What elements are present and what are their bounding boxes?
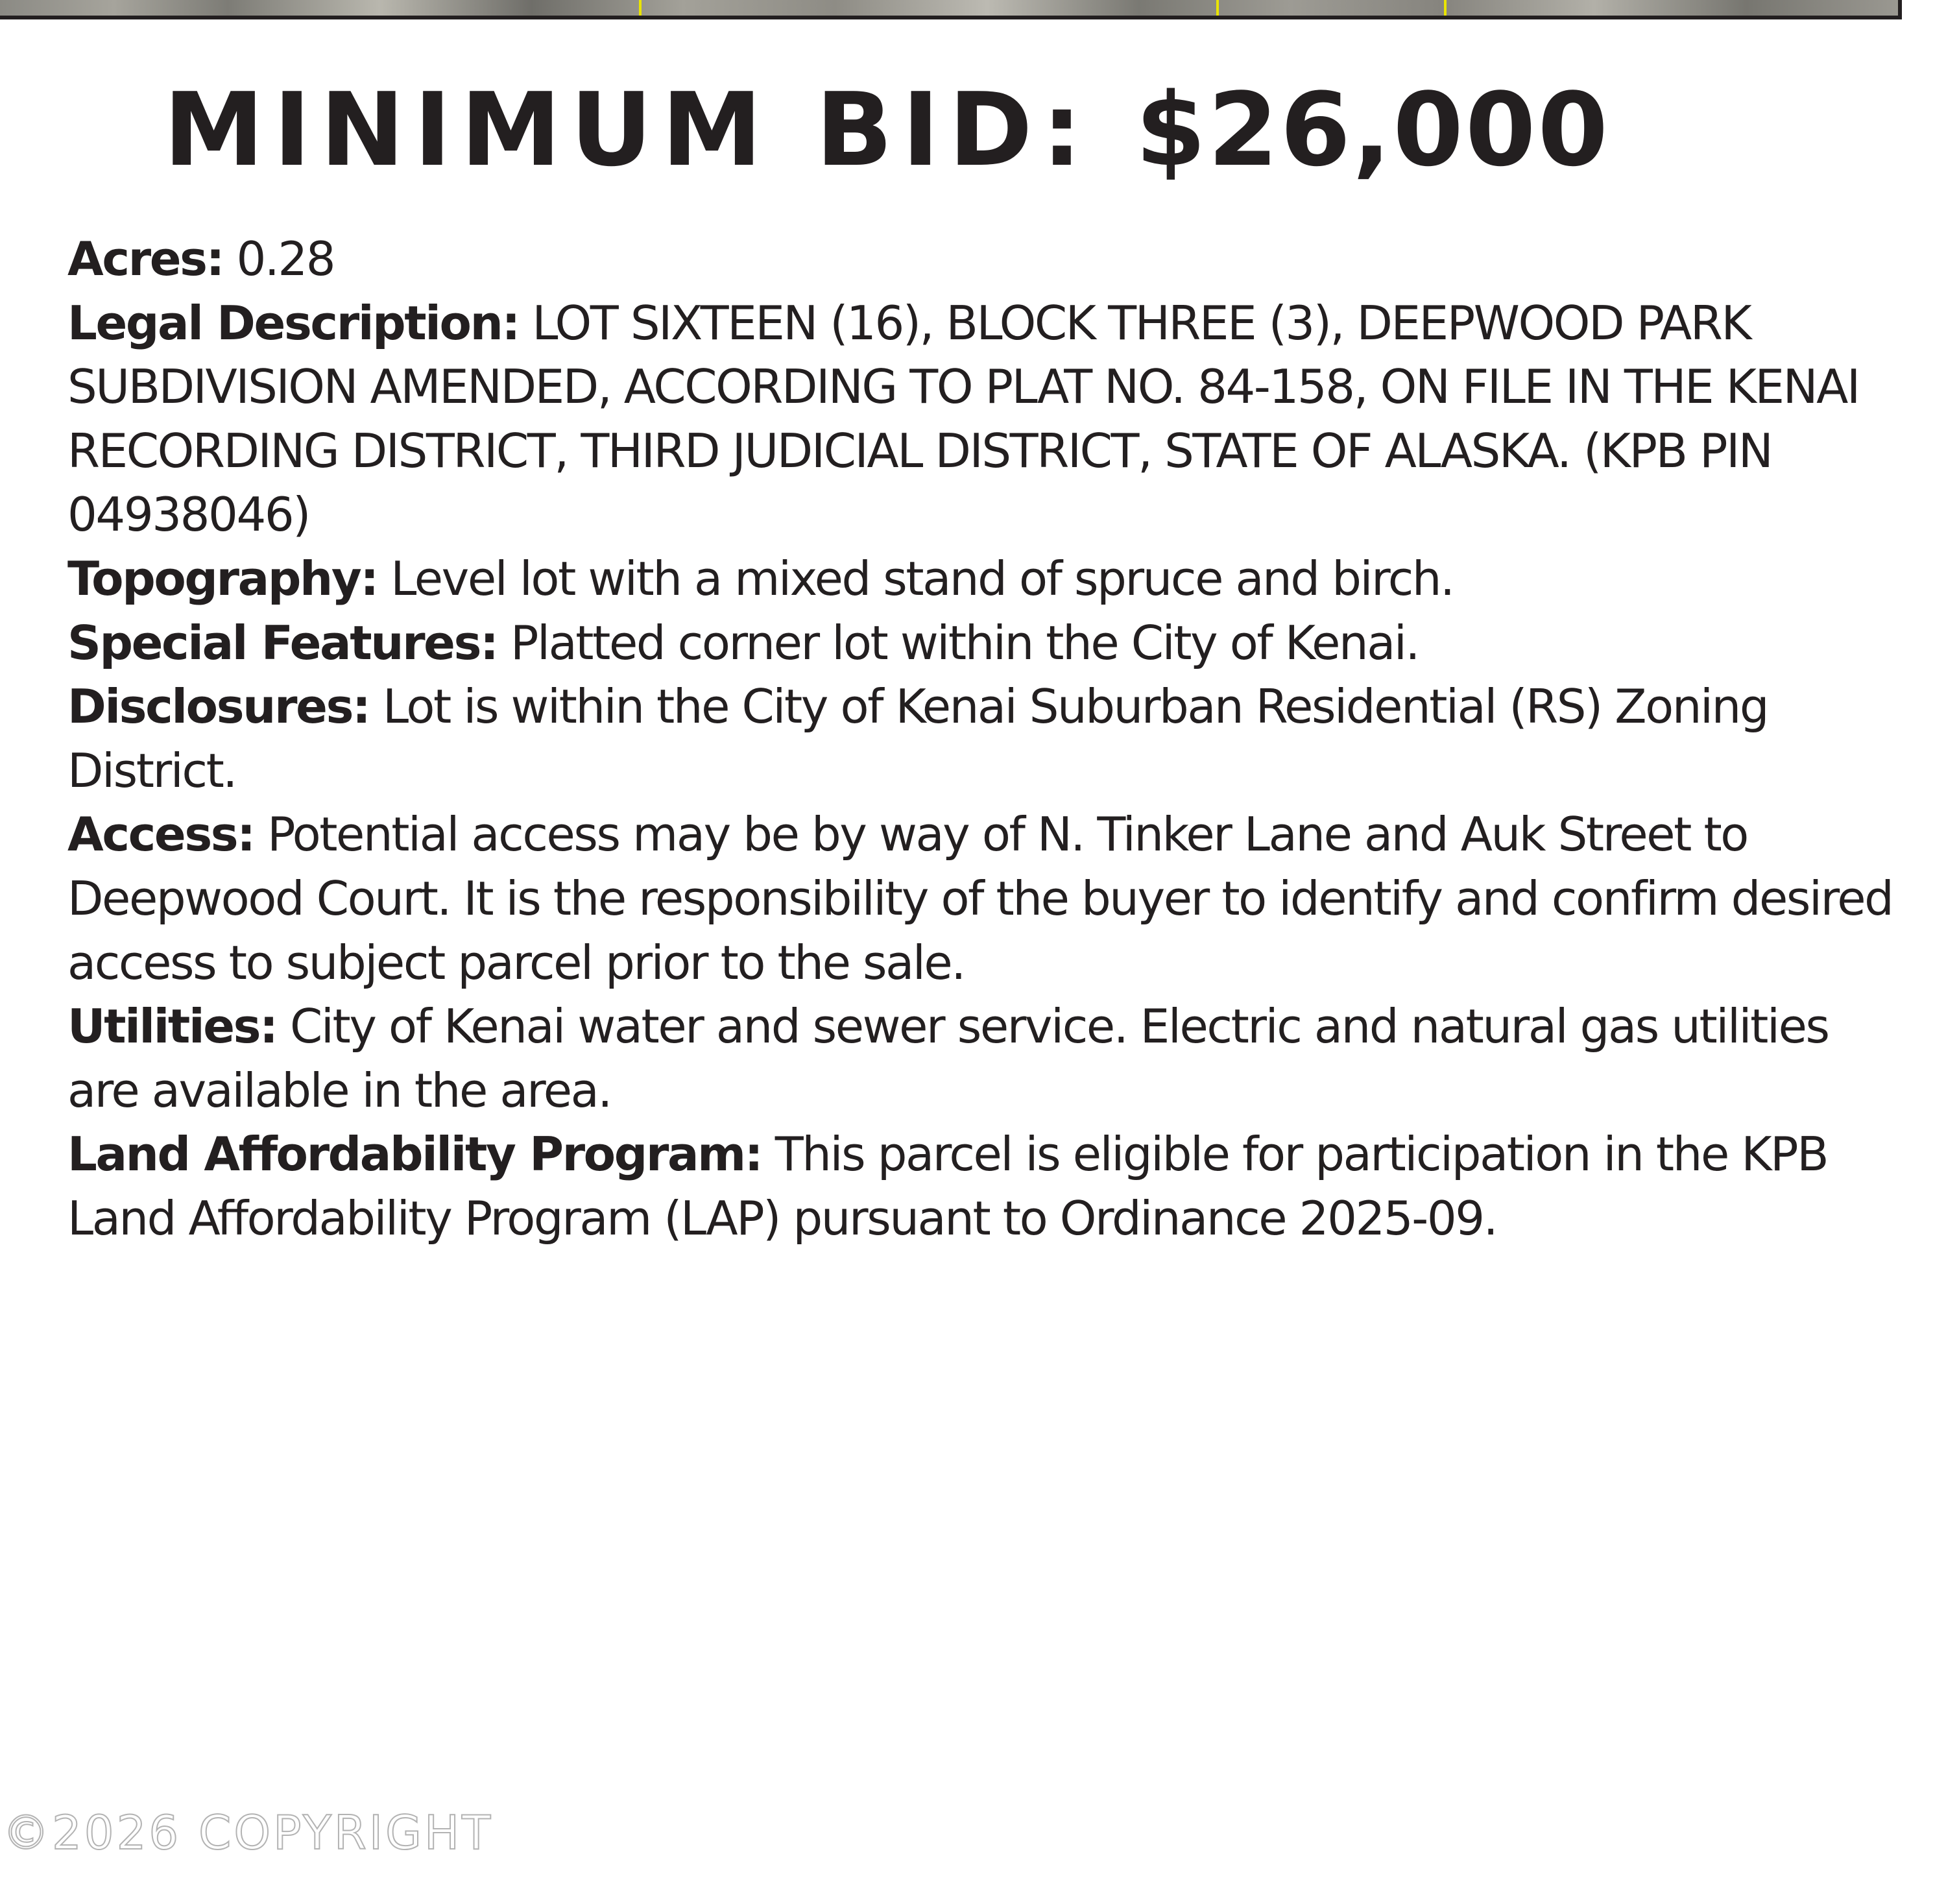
detail-label: Disclosures: (67, 679, 370, 734)
detail-value: Level lot with a mixed stand of spruce and birch. (390, 551, 1454, 606)
detail-value: City of Kenai water and sewer service. Electric and natural gas utilities are available in the area. (67, 999, 1829, 1118)
parcel-boundary-marker (1444, 0, 1447, 16)
property-details (67, 227, 1903, 1251)
detail-topography (67, 547, 1903, 611)
detail-acres (67, 227, 1903, 291)
detail-value: LOT SIXTEEN (16), BLOCK THREE (3), DEEPWOOD PARK SUBDIVISION AMENDED, ACCORDING TO PLAT NO. 84-158, ON FILE IN THE KENAI RECORDING DISTRICT, THIRD JUDICIAL DISTRICT, STATE OF ALASKA. (KPB PIN 04938046) (67, 295, 1859, 542)
detail-label: Topography: (67, 551, 378, 606)
copyright-watermark: ©2026 COPYRIGHT (3, 1805, 494, 1860)
minimum-bid-heading (163, 70, 1610, 189)
detail-label: Special Features: (67, 615, 498, 670)
detail-value: 0.28 (236, 232, 335, 286)
detail-legal-description (67, 291, 1903, 547)
detail-disclosures (67, 675, 1903, 802)
detail-label: Acres: (67, 232, 223, 286)
detail-value: Lot is within the City of Kenai Suburban Residential (RS) Zoning District. (67, 679, 1768, 798)
detail-value: This parcel is eligible for participation in the KPB Land Affordability Program (LAP) pursuant to Ordinance 2025-09. (67, 1127, 1828, 1246)
property-photo-strip (0, 0, 1902, 19)
detail-value: Platted corner lot within the City of Kenai. (510, 615, 1419, 670)
minimum-bid-label: MINIMUM BID: (163, 71, 1092, 189)
detail-land-affordability-program (67, 1122, 1903, 1250)
detail-access (67, 802, 1903, 994)
parcel-boundary-marker (639, 0, 642, 16)
parcel-boundary-marker (1216, 0, 1219, 16)
detail-label: Utilities: (67, 999, 277, 1054)
minimum-bid-amount: $26,000 (1135, 71, 1611, 189)
detail-utilities (67, 994, 1903, 1122)
detail-label: Land Affordability Program: (67, 1127, 762, 1182)
detail-special-features (67, 611, 1903, 675)
detail-label: Access: (67, 807, 254, 862)
detail-value: Potential access may be by way of N. Tinker Lane and Auk Street to Deepwood Court. It is the responsibility of the buyer to identify and confirm desired access to subject parcel prior to the sale. (67, 807, 1893, 990)
detail-label: Legal Description: (67, 295, 519, 350)
